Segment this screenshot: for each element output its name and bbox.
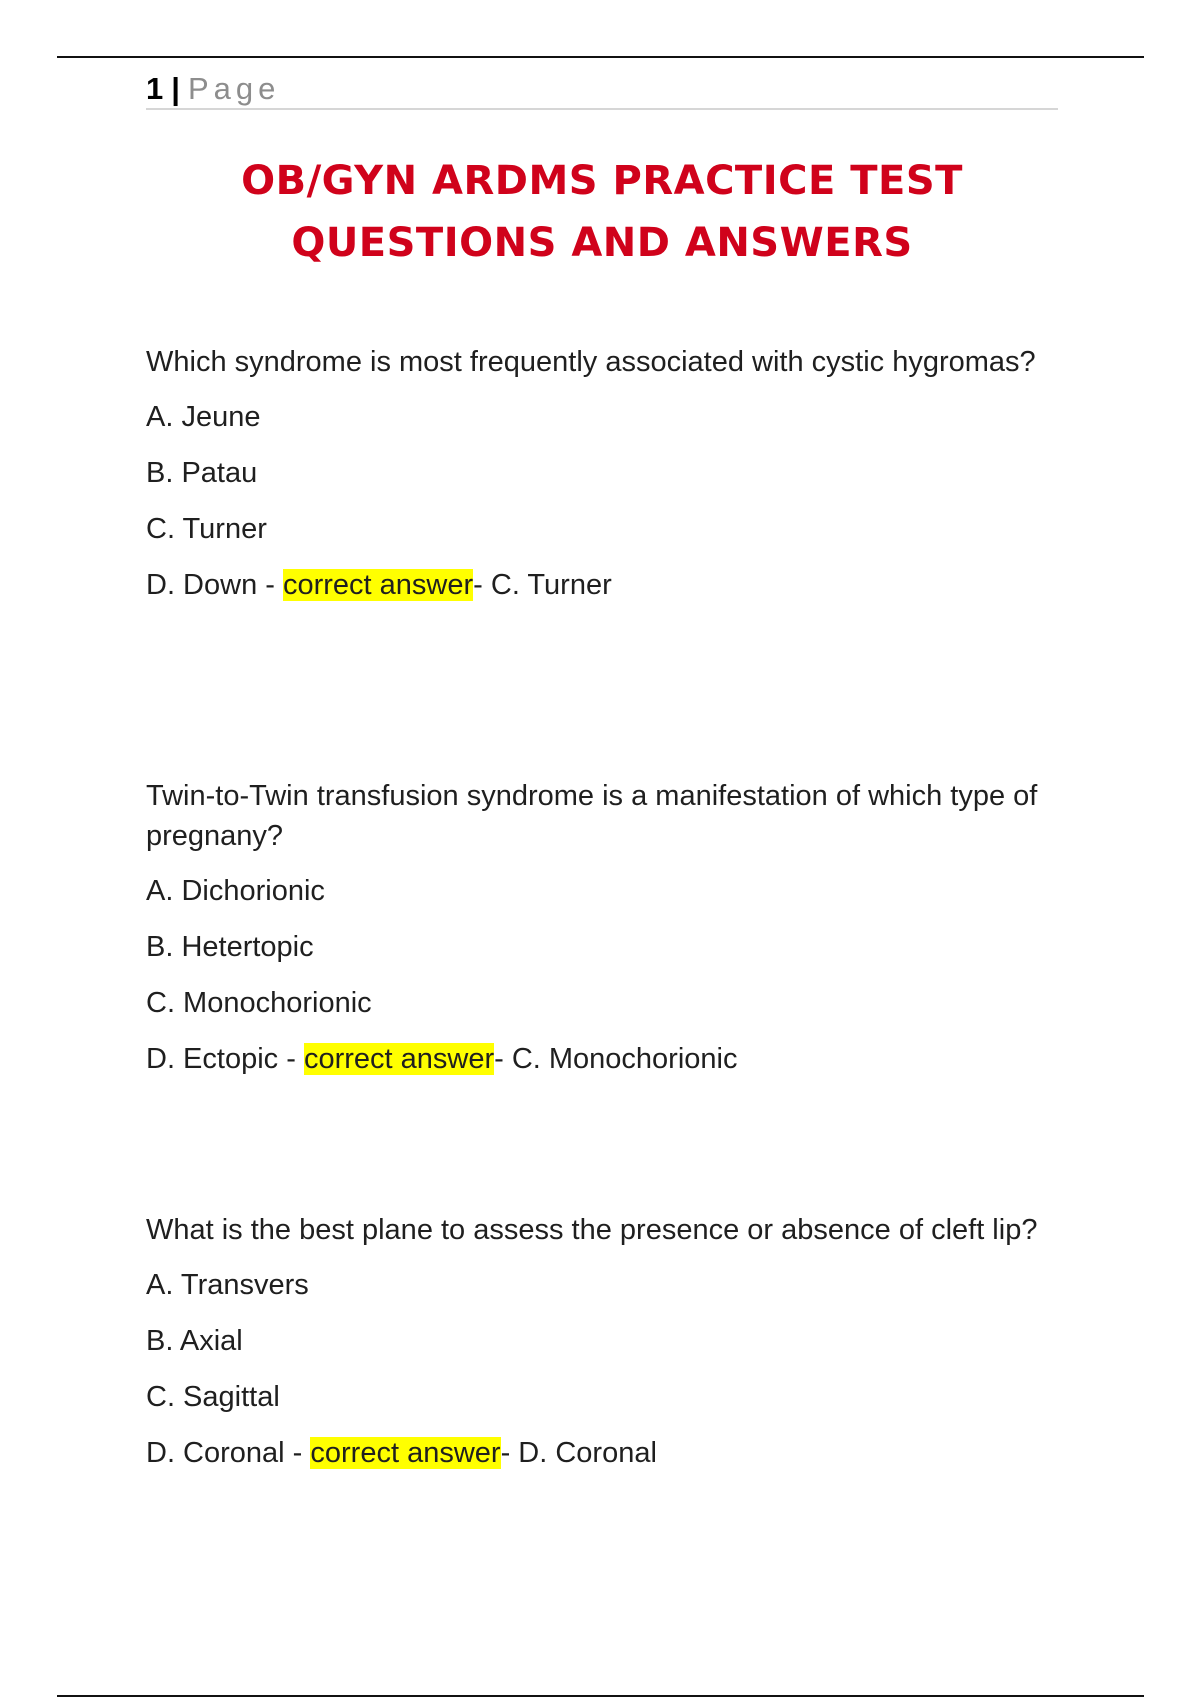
correct-answer-highlight: correct answer [282,569,474,601]
page-number: 1 [146,71,164,106]
option-b: B. Axial [146,1325,243,1357]
option-d: D. Coronal - [146,1437,311,1469]
option-d-with-answer [146,1039,1046,1079]
option-c: C. Monochorionic [146,987,372,1019]
question-text: What is the best plane to assess the presence or absence of cleft lip? [146,1214,1038,1246]
bottom-rule [57,1695,1144,1697]
page-label: Page [187,71,281,106]
option-a: A. Dichorionic [146,875,325,907]
document-title [146,150,1058,274]
page-separator: | [171,71,180,106]
option-b: B. Hetertopic [146,931,314,963]
question-block-2 [146,776,1046,1095]
option-b: B. Patau [146,457,258,489]
answer-value: - D. Coronal [500,1437,657,1469]
question-block-1 [146,342,1046,621]
option-d: D. Ectopic - [146,1043,304,1075]
option-a: A. Transvers [146,1269,309,1301]
option-a: A. Jeune [146,401,261,433]
correct-answer-highlight: correct answer [303,1043,495,1075]
correct-answer-highlight: correct answer [310,1437,501,1469]
option-c: C. Turner [146,513,267,545]
title-line-2: QUESTIONS AND ANSWERS [291,220,913,266]
option-d-with-answer [146,1433,1046,1473]
option-d-with-answer [146,565,1046,605]
answer-value: - C. Monochorionic [494,1043,738,1075]
option-c: C. Sagittal [146,1381,280,1413]
question-text: Which syndrome is most frequently associated with cystic hygromas? [146,346,1036,378]
title-line-1: OB/GYN ARDMS PRACTICE TEST [241,158,963,204]
top-rule [57,56,1144,58]
page-header [146,70,1058,110]
question-text: Twin-to-Twin transfusion syndrome is a manifestation of which type of pregnany? [146,780,1038,852]
question-block-3 [146,1210,1046,1489]
option-d: D. Down - [146,569,283,601]
answer-value: - C. Turner [473,569,612,601]
